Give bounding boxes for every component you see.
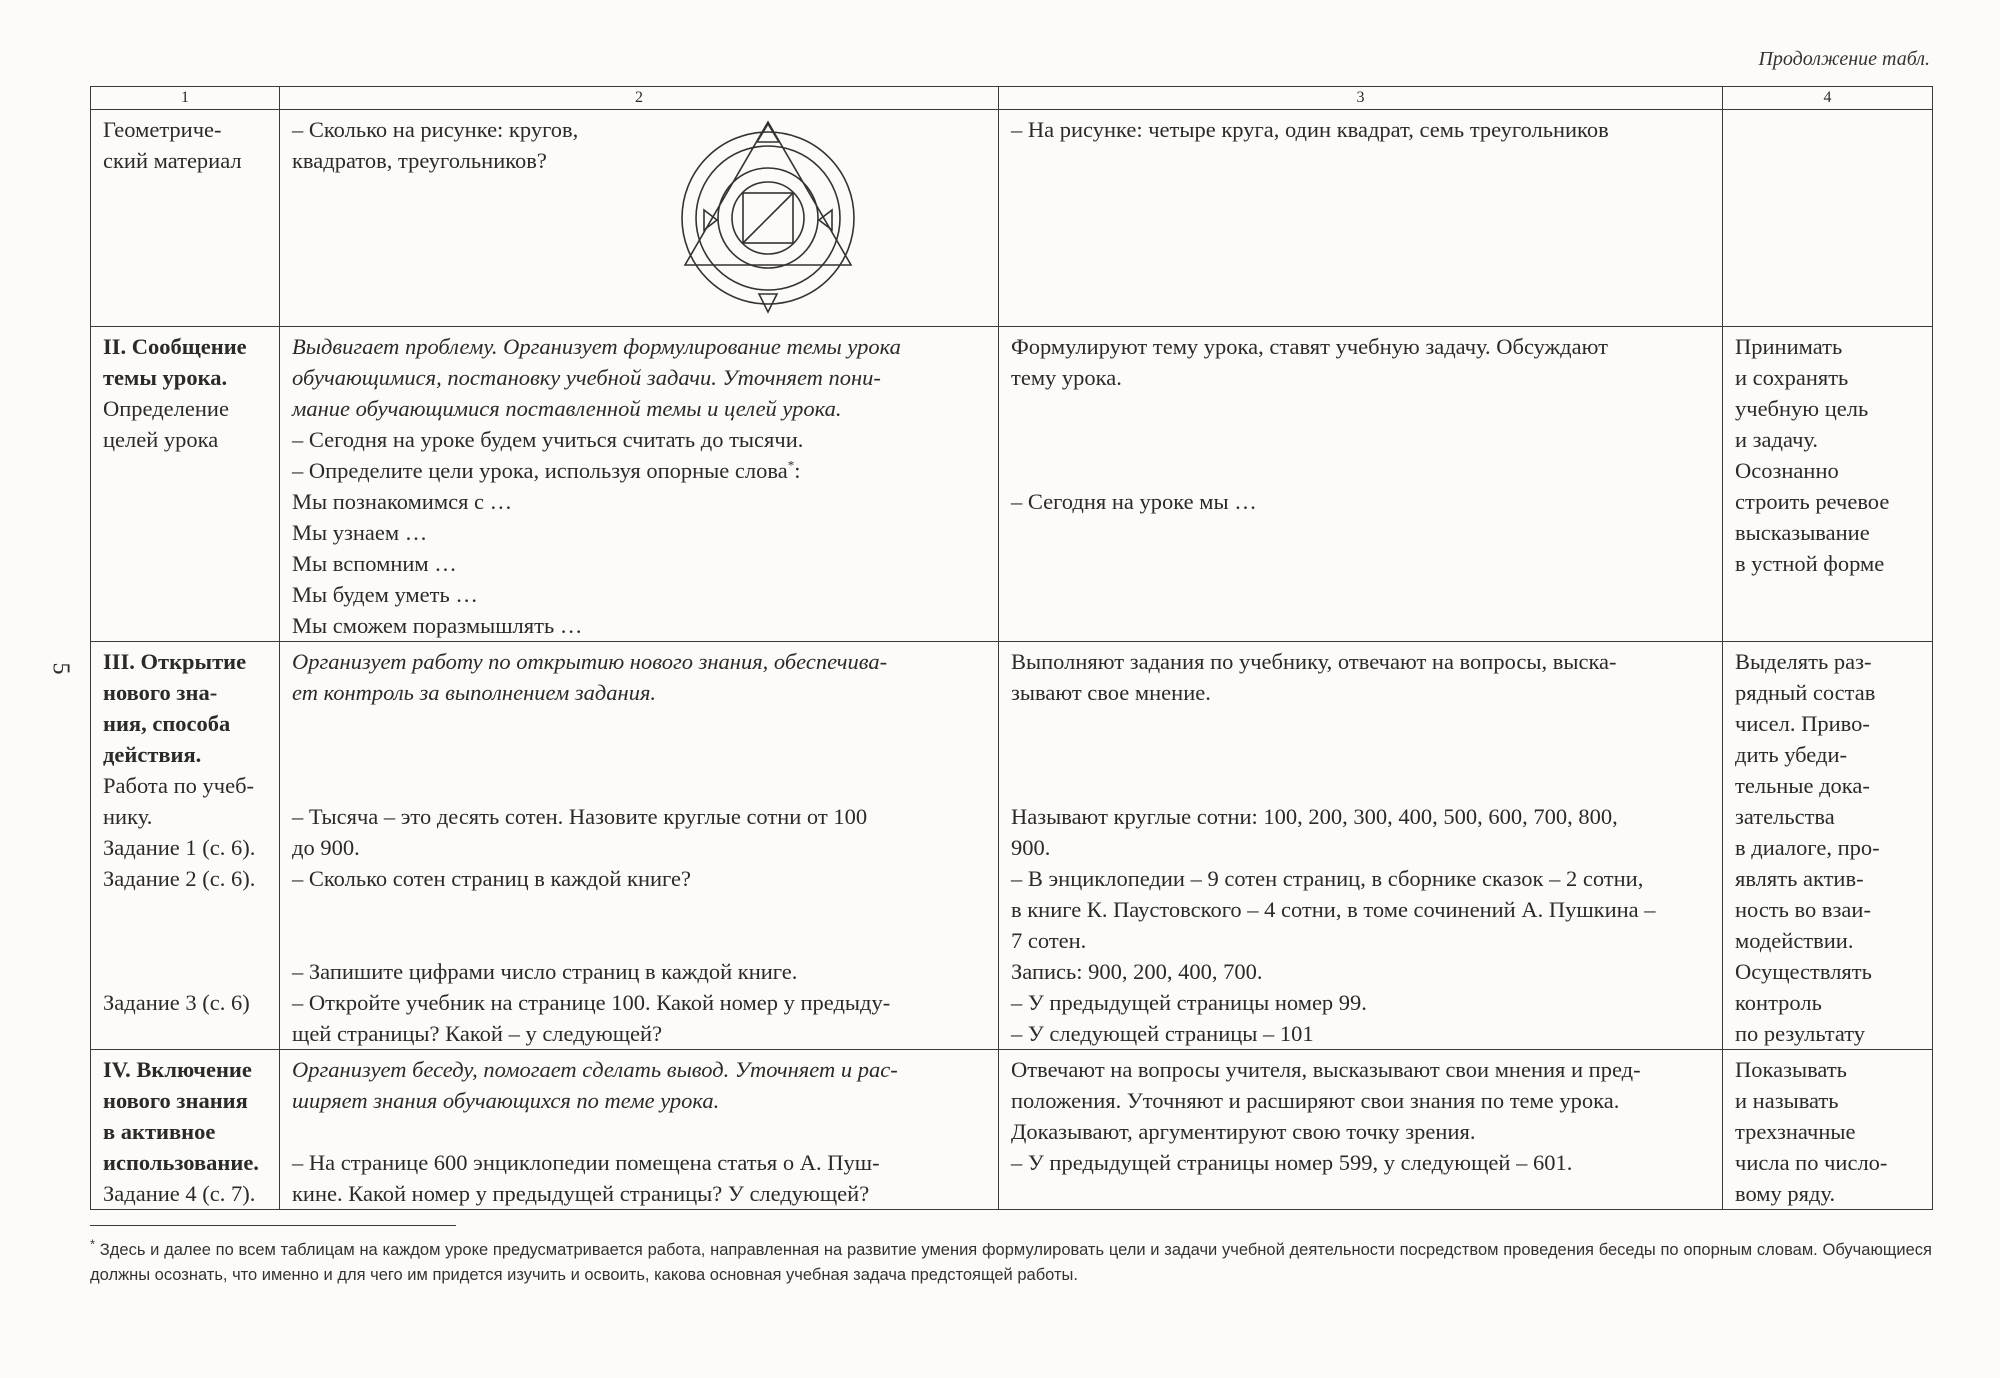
teacher-text: Мы вспомним … xyxy=(292,551,457,576)
footnote-text: Здесь и далее по всем таблицам на каждом уроке предусматривается работа, направленная на развитие умения формулировать цели и задачи учебной деятельности посредством проведения беседы по опорным словам. Обучающиеся должны осознать, что именно и для чего им придется изучить и освоить, какова основная учебная задача предстоящей работы. xyxy=(90,1241,1932,1284)
students-text: положения. Уточняют и расширяют свои знания по теме урока. xyxy=(1011,1088,1620,1113)
teacher-activity: обучающимися, постановку учебной задачи. Уточняет пони- xyxy=(292,365,881,390)
students-text: 7 сотен. xyxy=(1011,928,1087,953)
stage-title: использование. xyxy=(103,1150,259,1175)
students-text: 900. xyxy=(1011,835,1051,860)
footnote xyxy=(90,1238,1932,1288)
skills-text: Осуществлять xyxy=(1735,959,1872,984)
students-text: – В энциклопедии – 9 сотен страниц, в сборнике сказок – 2 сотни, xyxy=(1011,866,1644,891)
teacher-text: до 900. xyxy=(292,835,360,860)
skills-cell xyxy=(1723,642,1933,1050)
skills-text: модействии. xyxy=(1735,928,1854,953)
stage-cell xyxy=(91,1050,280,1210)
column-number: 1 xyxy=(91,87,280,110)
footnote-mark: * xyxy=(90,1236,96,1252)
teacher-text: щей страницы? Какой – у следующей? xyxy=(292,1021,663,1046)
teacher-text: квадратов, треугольников? xyxy=(292,148,547,173)
students-text: – На рисунке: четыре круга, один квадрат, семь треугольников xyxy=(1011,117,1609,142)
skills-text: Выделять раз- xyxy=(1735,649,1872,674)
teacher-cell xyxy=(280,1050,999,1210)
stage-text: Задание 4 (с. 7). xyxy=(103,1181,256,1206)
teacher-activity: ширяет знания обучающихся по теме урока. xyxy=(292,1088,720,1113)
teacher-text: – Сегодня на уроке будем учиться считать до тысячи. xyxy=(292,427,804,452)
teacher-activity: мание обучающимися поставленной темы и целей урока. xyxy=(292,396,842,421)
teacher-text: Мы познакомимся с … xyxy=(292,489,513,514)
stage-title: нового зна- xyxy=(103,680,218,705)
stage-title: ния, способа xyxy=(103,711,231,736)
skills-text: вому ряду. xyxy=(1735,1181,1836,1206)
table-row-stage-3 xyxy=(91,642,1933,1050)
teacher-text: – На странице 600 энциклопедии помещена статья о А. Пуш- xyxy=(292,1150,880,1175)
skills-cell xyxy=(1723,110,1933,327)
students-text: – Сегодня на уроке мы … xyxy=(1011,489,1257,514)
students-text: Называют круглые сотни: 100, 200, 300, 400, 500, 600, 700, 800, xyxy=(1011,804,1618,829)
skills-text: учебную цель xyxy=(1735,396,1869,421)
stage-text: Работа по учеб- xyxy=(103,773,255,798)
teacher-activity: Организует работу по открытию нового знания, обеспечива- xyxy=(292,649,888,674)
teacher-activity: Организует беседу, помогает сделать вывод. Уточняет и рас- xyxy=(292,1057,898,1082)
footnote-mark: * xyxy=(787,457,795,473)
skills-text: контроль xyxy=(1735,990,1822,1015)
stage-text: Задание 2 (с. 6). xyxy=(103,866,256,891)
students-text: Запись: 900, 200, 400, 700. xyxy=(1011,959,1263,984)
stage-cell xyxy=(91,110,280,327)
skills-text: и называть xyxy=(1735,1088,1839,1113)
skills-text: трехзначные xyxy=(1735,1119,1856,1144)
table-row-geometric-material xyxy=(91,110,1933,327)
students-text: Отвечают на вопросы учителя, высказывают свои мнения и пред- xyxy=(1011,1057,1641,1082)
teacher-text: – Определите цели урока, используя опорные слова xyxy=(292,458,788,483)
skills-text: рядный состав xyxy=(1735,680,1876,705)
stage-title: III. Открытие xyxy=(103,649,247,674)
stage-title: в активное xyxy=(103,1119,216,1144)
page-number: 5 xyxy=(47,662,74,675)
skills-text: Принимать xyxy=(1735,334,1843,359)
footnote-divider xyxy=(90,1225,456,1226)
stage-text: Задание 3 (с. 6) xyxy=(103,990,250,1015)
stage-cell xyxy=(91,327,280,642)
students-text: зывают свое мнение. xyxy=(1011,680,1211,705)
column-number: 3 xyxy=(999,87,1723,110)
skills-text: в устной форме xyxy=(1735,551,1885,576)
stage-title: действия. xyxy=(103,742,202,767)
students-cell xyxy=(999,110,1723,327)
students-text: Доказывают, аргументируют свою точку зрения. xyxy=(1011,1119,1476,1144)
skills-cell xyxy=(1723,1050,1933,1210)
stage-title: нового знания xyxy=(103,1088,248,1113)
stage-text: Определение xyxy=(103,396,229,421)
teacher-text: – Сколько сотен страниц в каждой книге? xyxy=(292,866,691,891)
skills-text: Показывать xyxy=(1735,1057,1847,1082)
students-text: Формулируют тему урока, ставят учебную задачу. Обсуждают xyxy=(1011,334,1608,359)
continuation-label: Продолжение табл. xyxy=(1758,48,1930,70)
table-row-stage-4 xyxy=(91,1050,1933,1210)
students-text: в книге К. Паустовского – 4 сотни, в томе сочинений А. Пушкина – xyxy=(1011,897,1656,922)
skills-text: ность во взаи- xyxy=(1735,897,1871,922)
skills-text: и сохранять xyxy=(1735,365,1849,390)
teacher-cell xyxy=(280,642,999,1050)
skills-text: и задачу. xyxy=(1735,427,1819,452)
students-text: – У предыдущей страницы номер 599, у следующей – 601. xyxy=(1011,1150,1573,1175)
stage-title: IV. Включение xyxy=(103,1057,252,1082)
students-cell xyxy=(999,1050,1723,1210)
teacher-text: : xyxy=(794,458,801,483)
students-text: тему урока. xyxy=(1011,365,1122,390)
teacher-text: – Откройте учебник на странице 100. Какой номер у предыду- xyxy=(292,990,891,1015)
skills-text: в диалоге, про- xyxy=(1735,835,1880,860)
skills-text: строить речевое xyxy=(1735,489,1890,514)
students-cell xyxy=(999,642,1723,1050)
teacher-text: Мы будем уметь … xyxy=(292,582,478,607)
stage-text: целей урока xyxy=(103,427,219,452)
stage-title: темы урока. xyxy=(103,365,228,390)
skills-text: зательства xyxy=(1735,804,1835,829)
teacher-activity: Выдвигает проблему. Организует формулирование темы урока xyxy=(292,334,901,359)
skills-text: являть актив- xyxy=(1735,866,1864,891)
column-number: 2 xyxy=(280,87,999,110)
geometric-figure-icon xyxy=(677,118,859,318)
skills-text: дить убеди- xyxy=(1735,742,1847,767)
skills-text: числа по число- xyxy=(1735,1150,1888,1175)
students-text: – У предыдущей страницы номер 99. xyxy=(1011,990,1367,1015)
stage-title: II. Сообщение xyxy=(103,334,247,359)
students-cell xyxy=(999,327,1723,642)
teacher-cell xyxy=(280,327,999,642)
stage-cell xyxy=(91,642,280,1050)
skills-text: тельные дока- xyxy=(1735,773,1870,798)
skills-text: чисел. Приво- xyxy=(1735,711,1870,736)
stage-text: нику. xyxy=(103,804,153,829)
teacher-text: – Тысяча – это десять сотен. Назовите круглые сотни от 100 xyxy=(292,804,868,829)
teacher-text: кине. Какой номер у предыдущей страницы? У следующей? xyxy=(292,1181,870,1206)
lesson-plan-table xyxy=(90,86,1933,1210)
stage-text: Задание 1 (с. 6). xyxy=(103,835,256,860)
students-text: Выполняют задания по учебнику, отвечают на вопросы, выска- xyxy=(1011,649,1617,674)
teacher-text: Мы сможем поразмышлять … xyxy=(292,613,583,638)
teacher-activity: ет контроль за выполнением задания. xyxy=(292,680,657,705)
skills-text: Осознанно xyxy=(1735,458,1839,483)
students-text: – У следующей страницы – 101 xyxy=(1011,1021,1314,1046)
column-number-row xyxy=(91,87,1933,110)
stage-text: Геометриче- xyxy=(103,117,222,142)
skills-cell xyxy=(1723,327,1933,642)
teacher-text: Мы узнаем … xyxy=(292,520,428,545)
teacher-text: – Запишите цифрами число страниц в каждой книге. xyxy=(292,959,798,984)
table-row-stage-2 xyxy=(91,327,1933,642)
skills-text: по результату xyxy=(1735,1021,1866,1046)
teacher-text: – Сколько на рисунке: кругов, xyxy=(292,117,579,142)
stage-text: ский материал xyxy=(103,148,242,173)
column-number: 4 xyxy=(1723,87,1933,110)
skills-text: высказывание xyxy=(1735,520,1870,545)
teacher-cell xyxy=(280,110,999,327)
